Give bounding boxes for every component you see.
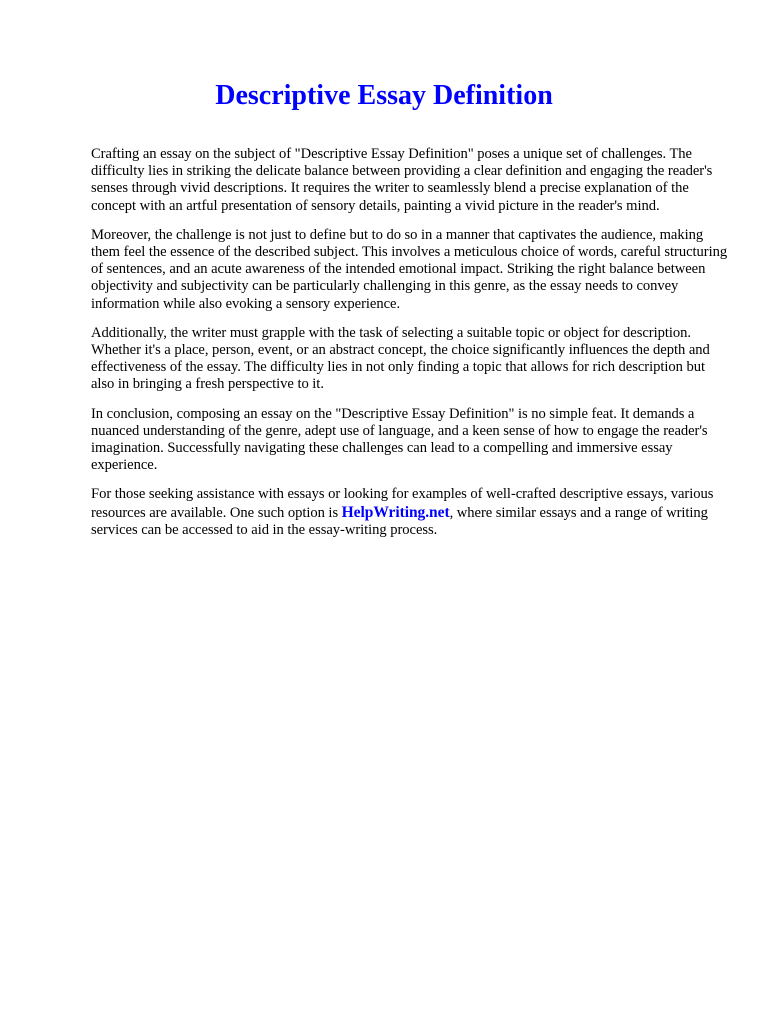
helpwriting-link[interactable]: HelpWriting.net: [341, 503, 450, 521]
document-body: [91, 146, 731, 551]
closing-text-before-link: For those seeking assistance with essays or looking for examples of well-crafted descriptive essays, various resources are available. One such option is: [91, 486, 714, 521]
closing-paragraph: [91, 486, 731, 539]
paragraph-4: In conclusion, composing an essay on the "Descriptive Essay Definition" is no simple feat. It demands a nuanced understanding of the genre, adept use of language, and a keen sense of how to engage the reader's imagination. Successfully navigating these challenges can lead to a compelling and immersive essay experience.: [91, 405, 708, 474]
closing-text-after-link: , where similar essays and a range of writing services can be accessed to aid in the essay-writing process.: [91, 504, 708, 538]
paragraph-1: Crafting an essay on the subject of "Descriptive Essay Definition" poses a unique set of challenges. The difficulty lies in striking the delicate balance between providing a clear definition and engaging the reader's senses through vivid descriptions. It requires the writer to seamlessly blend a precise explanation of the concept with an artful presentation of sensory details, painting a vivid picture in the reader's mind.: [91, 146, 713, 214]
paragraph-3: Additionally, the writer must grapple with the task of selecting a suitable topic or object for description. Whether it's a place, person, event, or an abstract concept, the choice significantly influences the depth and effectiveness of the essay. The difficulty lies in not only finding a topic that allows for rich description but also in bringing a fresh perspective to it.: [91, 324, 710, 393]
document-title: Descriptive Essay Definition: [215, 80, 553, 111]
paragraph-2: Moreover, the challenge is not just to define but to do so in a manner that captivates the audience, making them feel the essence of the described subject. This involves a meticulous choice of words, careful structuring of sentences, and an acute awareness of the intended emotional impact. Striking the right balance between objectivity and subjectivity can be particularly challenging in this genre, as the essay needs to convey information while also evoking a sensory experience.: [91, 226, 728, 312]
